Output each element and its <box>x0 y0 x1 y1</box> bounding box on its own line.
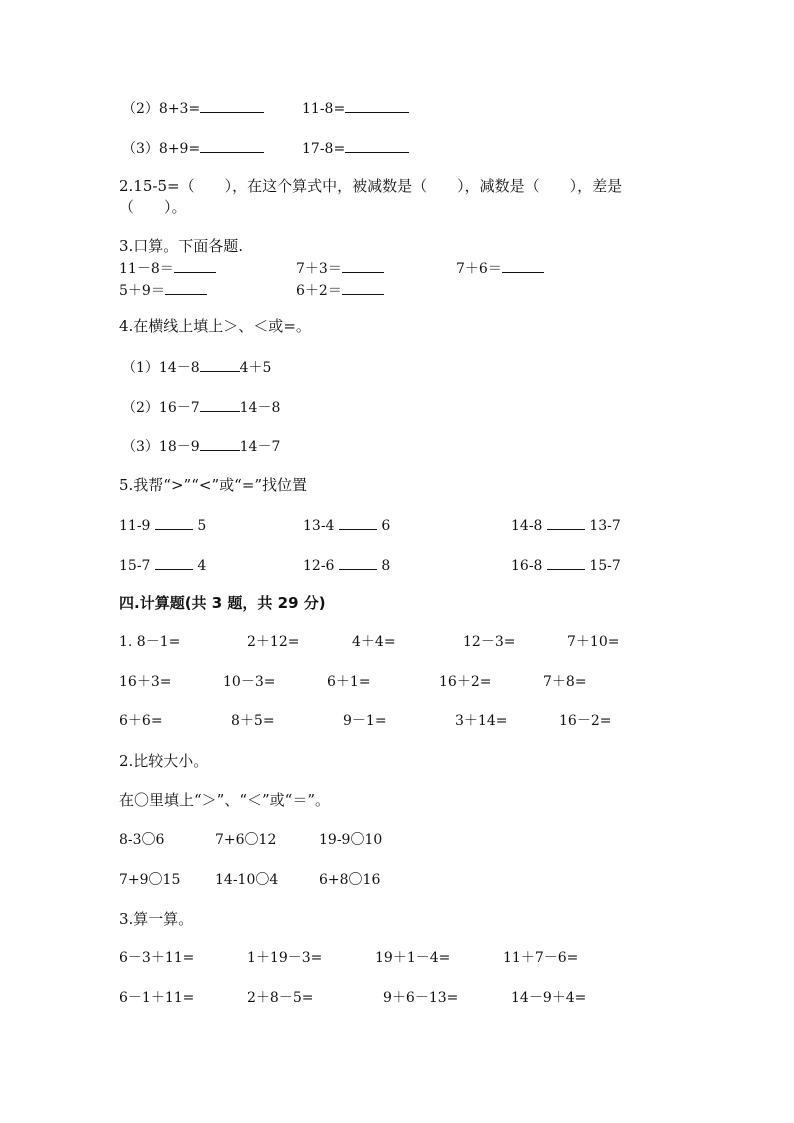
answer-blank[interactable] <box>200 138 264 153</box>
answer-blank[interactable] <box>342 280 384 295</box>
calc-r3-c4: 3＋14= <box>455 713 508 729</box>
q5-right: 8 <box>381 558 391 574</box>
q5-right: 5 <box>197 518 207 534</box>
q5-item-4 <box>119 555 206 575</box>
answer-blank[interactable] <box>547 555 585 570</box>
answer-blank[interactable] <box>342 258 384 273</box>
q3-expr: 7＋3＝ <box>296 261 342 277</box>
q5-item-3 <box>511 515 621 535</box>
answer-blank[interactable] <box>200 357 240 372</box>
answer-blank[interactable] <box>345 138 409 153</box>
q4-right: 4＋5 <box>239 360 272 376</box>
compute-r2-c4: 14－9＋4= <box>511 990 587 1006</box>
calc-r1-c5: 7＋10= <box>567 634 620 650</box>
question-2-line1: 2.15-5=（ ），在这个算式中，被减数是（ ），减数是（ ），差是 <box>119 177 623 195</box>
exercise-3a: （3）8+9= <box>122 141 201 157</box>
compare-r2-c2: 14-10〇4 <box>215 872 279 888</box>
q4-left: （3）18－9 <box>122 439 200 455</box>
calc-r3-c3: 9－1= <box>343 713 387 729</box>
q3-item-1 <box>119 258 216 278</box>
q5-item-6 <box>511 555 621 575</box>
calc-r3-c2: 8＋5= <box>231 713 275 729</box>
compare-title: 2.比较大小。 <box>119 752 209 770</box>
compare-r1-c3: 19-9〇10 <box>319 832 383 848</box>
q3-item-4 <box>119 280 207 300</box>
q3-expr: 7＋6＝ <box>456 261 502 277</box>
q5-right: 13-7 <box>589 518 621 534</box>
question-4-title: 4.在横线上填上＞、＜或=。 <box>119 317 311 335</box>
compare-r1-c2: 7+6〇12 <box>215 832 277 848</box>
answer-blank[interactable] <box>174 258 216 273</box>
q3-item-2 <box>296 258 384 278</box>
calc-r2-c3: 6＋1= <box>327 674 371 690</box>
q4-item-3 <box>122 436 280 456</box>
answer-blank[interactable] <box>155 515 193 530</box>
q4-right: 14－8 <box>239 400 281 416</box>
calc-r1-c1: 1. 8－1= <box>119 634 181 650</box>
q3-expr: 6＋2＝ <box>296 283 342 299</box>
calc-r1-c3: 4＋4= <box>352 634 396 650</box>
q5-item-1 <box>119 515 206 535</box>
section-4-heading: 四.计算题(共 3 题，共 29 分) <box>119 594 326 612</box>
q5-item-2 <box>303 515 390 535</box>
exercise-row-3b <box>302 138 409 158</box>
calc-r2-c5: 7＋8= <box>543 674 587 690</box>
question-5-title: 5.我帮“>”“<”或“=”找位置 <box>119 476 308 494</box>
q5-left: 11-9 <box>119 518 151 534</box>
q4-left: （2）16－7 <box>122 400 200 416</box>
q4-item-2 <box>122 397 280 417</box>
q3-item-5 <box>296 280 384 300</box>
answer-blank[interactable] <box>547 515 585 530</box>
answer-blank[interactable] <box>155 555 193 570</box>
calc-r2-c4: 16＋2= <box>439 674 492 690</box>
compute-r2-c2: 2＋8－5= <box>247 990 314 1006</box>
compute-r1-c2: 1＋19－3= <box>247 950 323 966</box>
calc-r1-c4: 12－3= <box>463 634 516 650</box>
exercise-3b: 17-8= <box>302 141 346 157</box>
calc-r3-c5: 16－2= <box>559 713 612 729</box>
answer-blank[interactable] <box>200 436 240 451</box>
answer-blank[interactable] <box>345 98 409 113</box>
question-3-title: 3.口算。下面各题. <box>119 237 244 255</box>
answer-blank[interactable] <box>200 98 264 113</box>
q4-right: 14－7 <box>239 439 281 455</box>
compute-title: 3.算一算。 <box>119 910 194 928</box>
q4-item-1 <box>122 357 271 377</box>
compare-r2-c3: 6+8〇16 <box>319 872 381 888</box>
q3-expr: 11－8＝ <box>119 261 174 277</box>
answer-blank[interactable] <box>339 555 377 570</box>
compute-r1-c3: 19＋1－4= <box>375 950 451 966</box>
exercise-2a: （2）8+3= <box>122 101 201 117</box>
q5-item-5 <box>303 555 390 575</box>
q3-expr: 5＋9＝ <box>119 283 165 299</box>
answer-blank[interactable] <box>339 515 377 530</box>
answer-blank[interactable] <box>165 280 207 295</box>
q5-right: 6 <box>381 518 391 534</box>
q5-left: 14-8 <box>511 518 543 534</box>
compute-r2-c3: 9＋6－13= <box>383 990 459 1006</box>
exercise-row-3 <box>122 138 264 158</box>
compute-r1-c4: 11＋7－6= <box>503 950 579 966</box>
q5-left: 12-6 <box>303 558 335 574</box>
calc-r3-c1: 6＋6= <box>119 713 163 729</box>
calc-r2-c2: 10－3= <box>223 674 276 690</box>
question-2-line2: （ ）。 <box>119 198 187 216</box>
exercise-row-2b <box>302 98 409 118</box>
q5-right: 4 <box>197 558 207 574</box>
calc-r2-c1: 16＋3= <box>119 674 172 690</box>
answer-blank[interactable] <box>200 397 240 412</box>
exercise-row-2 <box>122 98 264 118</box>
q5-left: 15-7 <box>119 558 151 574</box>
q4-left: （1）14－8 <box>122 360 200 376</box>
exercise-2b: 11-8= <box>302 101 346 117</box>
q5-right: 15-7 <box>589 558 621 574</box>
calc-r1-c2: 2＋12= <box>247 634 300 650</box>
q5-left: 13-4 <box>303 518 335 534</box>
compute-r2-c1: 6－1＋11= <box>119 990 195 1006</box>
answer-blank[interactable] <box>502 258 544 273</box>
compute-r1-c1: 6－3＋11= <box>119 950 195 966</box>
q5-left: 16-8 <box>511 558 543 574</box>
compare-instruction: 在〇里填上“＞”、“＜”或“＝”。 <box>119 791 331 809</box>
q3-item-3 <box>456 258 544 278</box>
compare-r2-c1: 7+9〇15 <box>119 872 181 888</box>
compare-r1-c1: 8-3〇6 <box>119 832 165 848</box>
